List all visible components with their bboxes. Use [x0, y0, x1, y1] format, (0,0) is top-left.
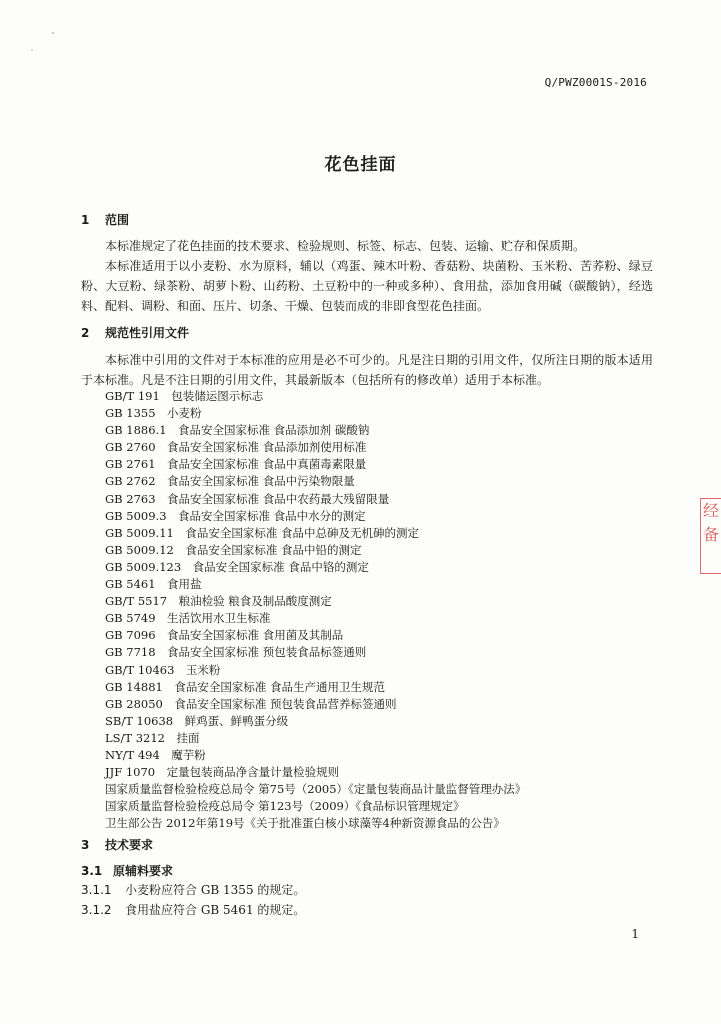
- reference-item: GB 5749 生活饮用水卫生标准: [105, 611, 271, 626]
- reference-item: GB 2760 食品安全国家标准 食品添加剂使用标准: [105, 440, 367, 455]
- section-number: 3: [81, 838, 90, 852]
- section-number: 2: [81, 326, 90, 340]
- clause-3-1-2: [81, 901, 305, 918]
- clause-3-1: [81, 862, 173, 879]
- reference-item: GB 28050 食品安全国家标准 预包装食品营养标签通则: [105, 696, 397, 711]
- reference-item: GB 2762 食品安全国家标准 食品中污染物限量: [105, 474, 355, 489]
- reference-item: GB 5009.123 食品安全国家标准 食品中铬的测定: [105, 559, 369, 574]
- scope-paragraph-1: 本标准规定了花色挂面的技术要求、检验规则、标签、标志、包装、运输、贮存和保质期。: [105, 239, 586, 253]
- reference-item: JJF 1070 定量包装商品净含量计量检验规则: [105, 765, 340, 780]
- section-title: 范围: [105, 213, 130, 227]
- page-title: 花色挂面: [324, 155, 397, 175]
- clause-title: 原辅料要求: [113, 864, 174, 878]
- section-heading-scope: [81, 211, 129, 228]
- reference-item: GB 2763 食品安全国家标准 食品中农药最大残留限量: [105, 491, 390, 506]
- reference-item: GB 7096 食品安全国家标准 食用菌及其制品: [105, 628, 344, 643]
- reference-item: GB/T 10463 玉米粉: [105, 662, 221, 677]
- scope-paragraph-2: 本标准适用于以小麦粉、水为原料，辅以（鸡蛋、辣木叶粉、香菇粉、块菌粉、玉米粉、苦荞粉、绿豆粉、大豆粉、绿茶粉、胡萝卜粉、山药粉、土豆粉中的一种或多种）、食用盐，添加食用碱（碳酸钠），经选料、配料、调粉、和面、压片、切条、干燥、包装而成的非即食型花色挂面。: [81, 259, 653, 313]
- reference-item: LS/T 3212 挂面: [105, 730, 200, 745]
- document-number: Q/PWZ0001S-2016: [544, 76, 647, 89]
- section-number: 1: [81, 213, 90, 227]
- reference-list: [105, 388, 665, 832]
- reference-item: 卫生部公告 2012年第19号《关于批准蛋白核小球藻等4种新资源食品的公告》: [105, 816, 505, 831]
- reference-item: GB 14881 食品安全国家标准 食品生产通用卫生规范: [105, 679, 386, 694]
- clause-number: 3.1.1: [81, 883, 112, 897]
- reference-item: 国家质量监督检验检疫总局令 第123号（2009）《食品标识管理规定》: [105, 799, 465, 814]
- reference-item: GB 1355 小麦粉: [105, 406, 202, 421]
- red-stamp: 经备: [700, 498, 721, 574]
- reference-item: GB 7718 食品安全国家标准 预包装食品标签通则: [105, 645, 367, 660]
- clause-number: 3.1: [81, 864, 103, 878]
- references-intro: 本标准中引用的文件对于本标准的应用是必不可少的。凡是注日期的引用文件，仅所注日期的版本适用于本标准。凡是不注日期的引用文件，其最新版本（包括所有的修改单）适用于本标准。: [81, 353, 653, 387]
- clause-text: 小麦粉应符合 GB 1355 的规定。: [125, 883, 306, 897]
- section-title: 技术要求: [105, 838, 154, 852]
- reference-item: GB/T 191 包装储运图示标志: [105, 389, 264, 403]
- reference-item: GB 5461 食用盐: [105, 577, 202, 592]
- reference-item: GB 1886.1 食品安全国家标准 食品添加剂 碳酸钠: [105, 423, 370, 438]
- scan-specks: [28, 30, 58, 60]
- clause-3-1-1: [81, 881, 305, 898]
- reference-item: 国家质量监督检验检疫总局令 第75号（2005）《定量包装商品计量监督管理办法》: [105, 782, 527, 797]
- section-heading-tech: [81, 836, 153, 853]
- section-title: 规范性引用文件: [105, 326, 190, 340]
- reference-item: GB 5009.3 食品安全国家标准 食品中水分的测定: [105, 508, 366, 523]
- reference-item: GB 5009.11 食品安全国家标准 食品中总砷及无机砷的测定: [105, 525, 420, 540]
- clause-text: 食用盐应符合 GB 5461 的规定。: [125, 903, 306, 917]
- reference-item: SB/T 10638 鲜鸡蛋、鲜鸭蛋分级: [105, 713, 289, 728]
- reference-item: NY/T 494 魔芋粉: [105, 747, 206, 762]
- clause-number: 3.1.2: [81, 903, 112, 917]
- section-heading-references: [81, 324, 189, 341]
- reference-item: GB/T 5517 粮油检验 粮食及制品酸度测定: [105, 594, 332, 609]
- page-number: 1: [631, 927, 639, 941]
- reference-item: GB 5009.12 食品安全国家标准 食品中铅的测定: [105, 542, 362, 557]
- reference-item: GB 2761 食品安全国家标准 食品中真菌毒素限量: [105, 457, 367, 472]
